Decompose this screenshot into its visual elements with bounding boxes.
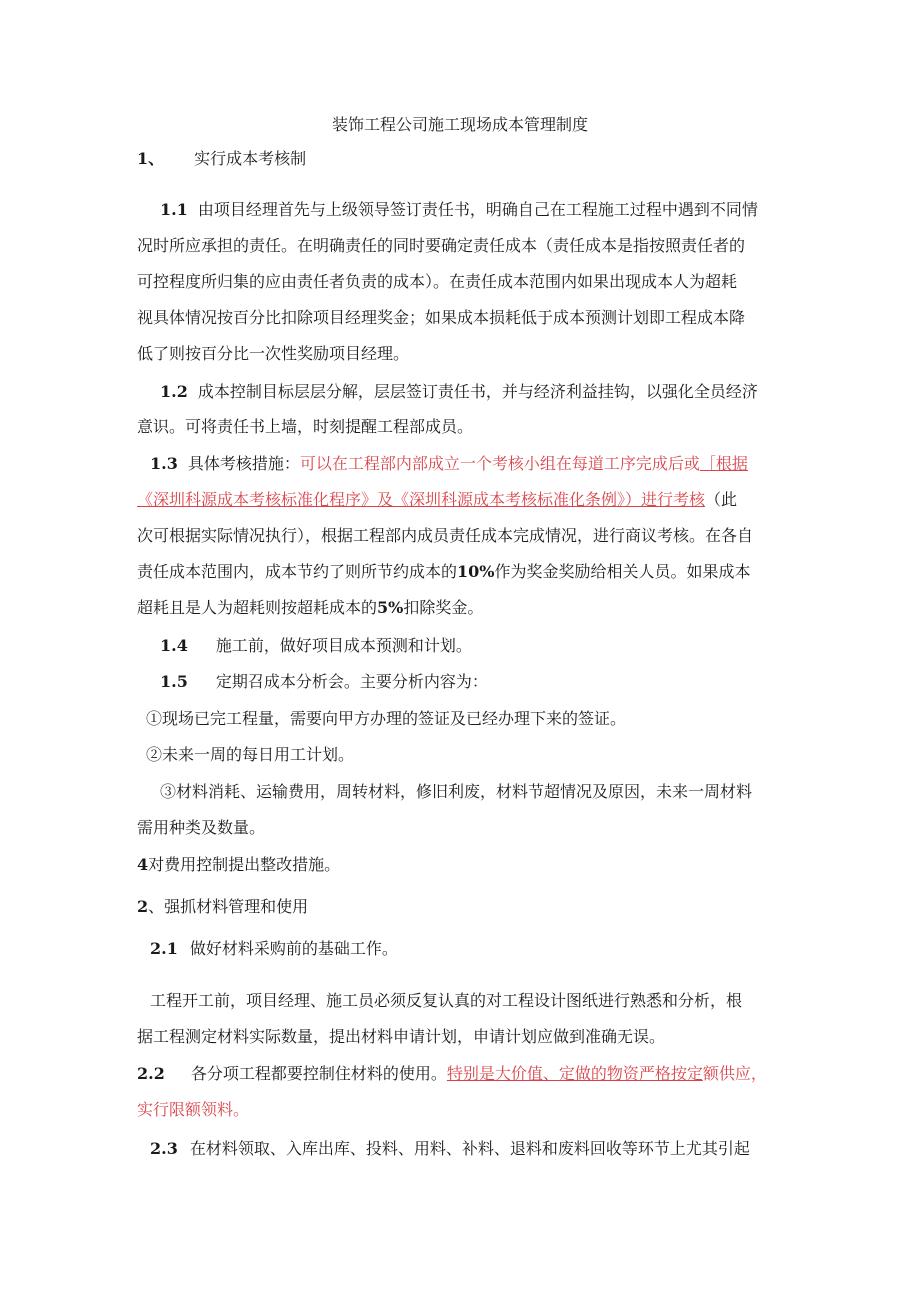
percentage-value: 10% <box>457 562 495 581</box>
para-text: 成本控制目标层层分解，层层签订责任书，并与经济利益挂钩，以强化全员经济 <box>197 382 758 401</box>
highlight-text-underlined: 特别是大价值、定做的物资严格按定 <box>446 1064 703 1083</box>
para-1-2-line-2: 意识。可将责任书上墙，时刻提醒工程部成员。 <box>137 417 474 436</box>
para-2-3 <box>150 1136 750 1162</box>
para-1-2-line-1 <box>160 379 758 405</box>
item-number: 2.3 <box>150 1139 178 1158</box>
highlight-text-underlined: 《深圳科源成本考核标准化程序》及《深圳科源成本考核标准化条例》）进行考核 <box>137 490 706 509</box>
highlight-text-underlined: ［根据 <box>699 454 748 473</box>
para-text: 作为奖金奖励给相关人员。如果成本 <box>494 562 751 581</box>
para-1-1-line-1 <box>160 197 758 223</box>
para-text: 对费用控制提出整改措施。 <box>148 855 341 874</box>
para-1-1-line-3: 可控程度所归集的应由责任者负责的成本）。在责任成本范围内如果出现成本人为超耗 <box>137 272 738 291</box>
highlight-text: 可以在工程部内部成立一个考核小组在每道工序完成后或 <box>299 454 700 473</box>
list-item-3-line-2: 需用种类及数量。 <box>137 818 266 837</box>
para-1-1-line-4: 视具体情况按百分比扣除项目经理奖金；如果成本损耗低于成本预测计划即工程成本降 <box>137 308 746 327</box>
para-text: 施工前，做好项目成本预测和计划。 <box>215 636 472 655</box>
para-1-1-line-2: 况时所应承担的责任。在明确责任的同时要确定责任成本（责任成本是指按照责任者的 <box>137 236 746 255</box>
item-number: 1.3 <box>150 454 178 473</box>
para-text: 在材料领取、入库出库、投料、用料、补料、退料和废料回收等环节上尤其引起 <box>189 1139 750 1158</box>
section-title: 实行成本考核制 <box>194 149 307 168</box>
section-number: 1、 <box>137 149 165 168</box>
item-number: 1.2 <box>160 382 188 401</box>
item-number: 4 <box>137 855 149 874</box>
para-2-1 <box>150 936 398 962</box>
list-item-3-line-1: ③材料消耗、运输费用，周转材料，修旧利废，材料节超情况及原因，未来一周材料 <box>160 782 753 801</box>
item-number: 1.4 <box>160 636 188 655</box>
para-1-3-line-5 <box>137 595 483 621</box>
para-text: 定期召成本分析会。主要分析内容为： <box>215 672 488 691</box>
page-title: 装饰工程公司施工现场成本管理制度 <box>331 115 588 134</box>
section-number: 2 <box>137 897 149 916</box>
para-text: 做好材料采购前的基础工作。 <box>189 939 398 958</box>
item-number: 1.5 <box>160 672 188 691</box>
para-1-3-line-3: 次可根据实际情况执行），根据工程部内成员责任成本完成情况，进行商议考核。在各自 <box>137 526 754 545</box>
para-2-2-line-1 <box>137 1061 767 1087</box>
item-number: 2.2 <box>137 1064 165 1083</box>
section-title: 、强抓材料管理和使用 <box>148 897 309 916</box>
para-lead: 各分项工程都要控制住材料的使用。 <box>190 1064 447 1083</box>
para-1-3-line-1 <box>150 451 748 477</box>
para-2-1b-line-1: 工程开工前，项目经理、施工员必须反复认真的对工程设计图纸进行熟悉和分析，根 <box>150 991 743 1010</box>
para-2-2-line-2 <box>137 1097 249 1123</box>
para-1-5 <box>160 669 488 695</box>
para-1-1-line-5: 低了则按百分比一次性奖励项目经理。 <box>137 344 410 363</box>
para-text: 由项目经理首先与上级领导签订责任书，明确自己在工程施工过程中遇到不同情 <box>197 200 758 219</box>
list-item-1: ①现场已完工程量，需要向甲方办理的签证及已经办理下来的签证。 <box>146 709 627 728</box>
highlight-text: 额供应， <box>702 1064 767 1083</box>
para-1-3-line-4 <box>137 559 751 585</box>
list-item-4 <box>137 852 340 878</box>
para-1-4 <box>160 633 472 659</box>
percentage-value: 5% <box>377 598 404 617</box>
section-1-heading <box>137 146 306 172</box>
para-text: 扣除奖金。 <box>403 598 484 617</box>
para-2-1b-line-2: 据工程测定材料实际数量，提出材料申请计划，申请计划应做到准确无误。 <box>137 1027 666 1046</box>
para-text: 责任成本范围内，成本节约了则所节约成本的 <box>137 562 458 581</box>
section-2-heading <box>137 894 308 920</box>
highlight-text: 实行限额领料。 <box>137 1100 250 1119</box>
item-number: 1.1 <box>160 200 188 219</box>
para-lead: 具体考核措施： <box>187 454 300 473</box>
list-item-2: ②未来一周的每日用工计划。 <box>146 745 355 764</box>
para-text: 超耗且是人为超耗则按超耗成本的 <box>137 598 378 617</box>
item-number: 2.1 <box>150 939 178 958</box>
para-text: （此 <box>705 490 738 509</box>
para-1-3-line-2 <box>137 487 737 513</box>
